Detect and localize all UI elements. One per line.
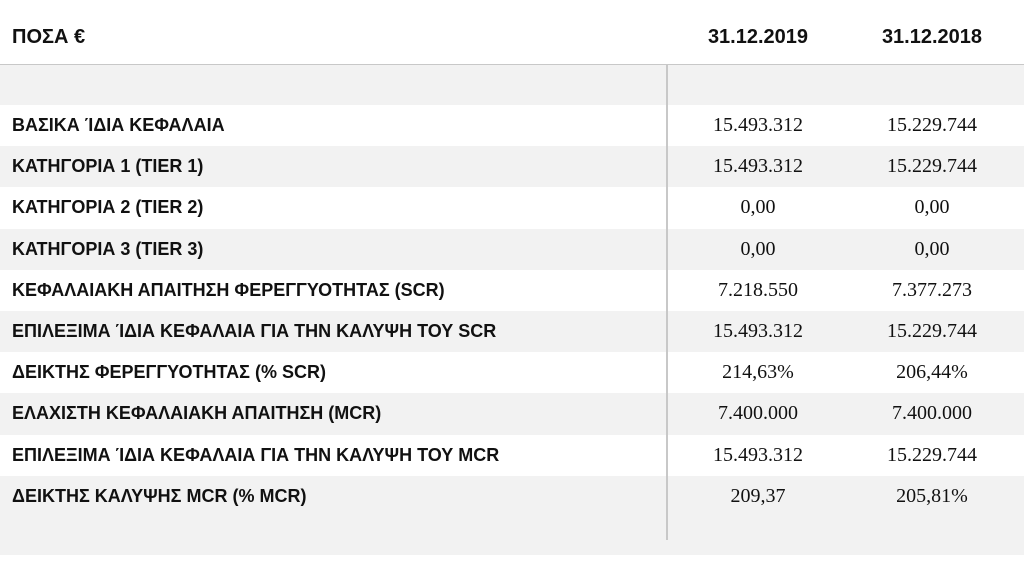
table-row	[0, 187, 1024, 228]
table-row	[0, 270, 1024, 311]
value-2018: 0,00	[914, 196, 950, 219]
value-2018: 206,44%	[896, 361, 968, 384]
table-row	[0, 105, 1024, 146]
value-2018: 7.377.273	[892, 278, 972, 301]
value-2019: 0,00	[740, 237, 776, 260]
row-label: ΔΕΙΚΤΗΣ ΚΑΛΥΨΗΣ MCR (% MCR)	[12, 485, 307, 506]
value-2019: 7.218.550	[718, 278, 798, 301]
value-2018: 7.400.000	[892, 402, 972, 425]
value-2018: 0,00	[914, 237, 950, 260]
year-2019-header: 31.12.2019	[707, 26, 809, 48]
value-2018: 15.229.744	[887, 319, 977, 342]
value-2018: 15.229.744	[887, 443, 977, 466]
value-2019: 7.400.000	[718, 402, 798, 425]
table-row	[0, 393, 1024, 434]
row-label: ΚΑΤΗΓΟΡΙΑ 3 (TIER 3)	[12, 238, 204, 259]
row-label: ΒΑΣΙΚΑ ΊΔΙΑ ΚΕΦΑΛΑΙΑ	[12, 115, 225, 135]
row-label: ΚΑΤΗΓΟΡΙΑ 1 (TIER 1)	[12, 156, 204, 177]
table-header	[0, 0, 1024, 65]
table-row	[0, 229, 1024, 270]
value-2019: 15.493.312	[713, 114, 803, 136]
value-2019: 0,00	[740, 196, 776, 219]
row-label: ΕΛΑΧΙΣΤΗ ΚΕΦΑΛΑΙΑΚΗ ΑΠΑΙΤΗΣΗ (MCR)	[12, 403, 382, 424]
row-label: ΚΕΦΑΛΑΙΑΚΗ ΑΠΑΙΤΗΣΗ ΦΕΡΕΓΓΥΟΤΗΤΑΣ (SCR)	[12, 279, 445, 300]
table-row	[0, 311, 1024, 352]
amounts-header: ΠΟΣΑ €	[12, 26, 86, 48]
table-row	[0, 435, 1024, 476]
row-label: ΕΠΙΛΕΞΙΜΑ ΊΔΙΑ ΚΕΦΑΛΑΙΑ ΓΙΑ ΤΗΝ ΚΑΛΥΨΗ ΤΟΥ MCR	[12, 444, 500, 465]
table-row	[0, 476, 1024, 517]
value-2018: 205,81%	[896, 484, 968, 507]
row-label: ΚΑΤΗΓΟΡΙΑ 2 (TIER 2)	[12, 197, 204, 218]
row-label: ΔΕΙΚΤΗΣ ΦΕΡΕΓΓΥΟΤΗΤΑΣ (% SCR)	[12, 362, 326, 383]
year-2018-header: 31.12.2018	[881, 26, 983, 48]
value-2018: 15.229.744	[887, 155, 977, 178]
header-spacer	[0, 65, 1024, 105]
value-2019: 15.493.312	[713, 319, 803, 342]
value-2019: 209,37	[730, 484, 786, 507]
table-row	[0, 146, 1024, 187]
table-row	[0, 352, 1024, 393]
value-2019: 214,63%	[722, 361, 794, 384]
table-footer-space	[0, 517, 1024, 555]
value-2018: 15.229.744	[887, 114, 977, 136]
value-2019: 15.493.312	[713, 443, 803, 466]
value-2019: 15.493.312	[713, 155, 803, 178]
column-divider	[666, 64, 668, 540]
row-label: ΕΠΙΛΕΞΙΜΑ ΊΔΙΑ ΚΕΦΑΛΑΙΑ ΓΙΑ ΤΗΝ ΚΑΛΥΨΗ ΤΟΥ SCR	[12, 320, 497, 341]
